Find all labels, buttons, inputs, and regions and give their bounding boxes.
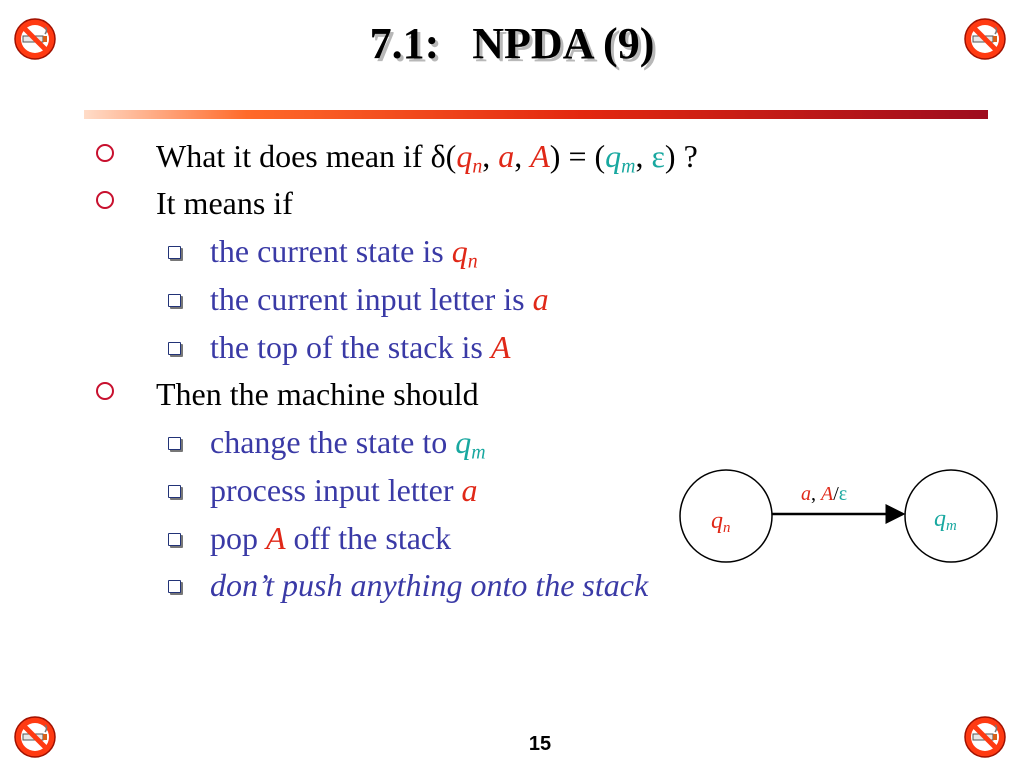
question-text [156, 136, 698, 176]
then-item-3-text [210, 518, 451, 558]
delta-symbol: δ( [430, 138, 457, 174]
then-item-1-label: change the state to [210, 424, 456, 460]
then-item-4-text: don’t push anything onto the stack [210, 567, 649, 603]
q-sub-n: n [472, 155, 483, 178]
label-A: A [821, 483, 834, 505]
square-bullet-icon [168, 485, 181, 498]
var-qm [455, 424, 486, 464]
means-item-3-label: the top of the stack is [210, 329, 491, 365]
then-item-2-label: process input letter [210, 472, 462, 508]
then-item-1-text [210, 422, 486, 462]
state-qm [934, 506, 957, 535]
question-prefix: What it does mean if [156, 138, 431, 174]
label-slash: / [833, 483, 839, 505]
label-comma: , [811, 483, 821, 505]
then-item-3-post: off the stack [285, 520, 452, 556]
q-sub-m: m [471, 441, 486, 464]
var-a: a [532, 281, 549, 317]
q-letter: q [456, 138, 473, 174]
state-sub-m: m [946, 518, 957, 535]
transition-label [801, 483, 847, 506]
circle-bullet-icon [96, 144, 114, 162]
state-qn [711, 508, 731, 537]
var-q [456, 138, 483, 178]
page-number: 15 [528, 733, 552, 755]
then-item-3-pre: pop [210, 520, 266, 556]
square-bullet-icon [168, 580, 181, 593]
means-heading: It means if [156, 185, 293, 221]
comma: , [482, 138, 499, 174]
means-item-2-text [210, 279, 549, 319]
epsilon-symbol: ε [651, 138, 665, 174]
comma: , [635, 138, 652, 174]
means-item-2-label: the current input letter is [210, 281, 533, 317]
label-a: a [801, 483, 811, 505]
square-bullet-icon [168, 246, 181, 259]
q-sub-n: n [467, 250, 478, 273]
state-q-letter: q [934, 506, 946, 532]
state-q-letter: q [711, 508, 723, 534]
equals-part: ) = ( [549, 138, 606, 174]
circle-bullet-icon [96, 191, 114, 209]
square-bullet-icon [168, 342, 181, 355]
comma: , [514, 138, 531, 174]
means-item-3-text [210, 327, 510, 367]
var-A: A [530, 138, 550, 174]
state-sub-n: n [723, 520, 731, 537]
square-bullet-icon [168, 294, 181, 307]
question-suffix: ) ? [664, 138, 698, 174]
square-bullet-icon [168, 533, 181, 546]
var-qm [605, 138, 636, 178]
state-qm-label [934, 506, 957, 533]
means-item-1-label: the current state is [210, 233, 452, 269]
q-letter: q [605, 138, 622, 174]
var-a: a [461, 472, 478, 508]
q-sub-m: m [621, 155, 636, 178]
square-bullet-icon [168, 437, 181, 450]
q-letter: q [455, 424, 472, 460]
slide-title: 7.1: NPDA (9) [369, 19, 655, 68]
var-A: A [490, 329, 511, 365]
circle-bullet-icon [96, 382, 114, 400]
title-divider [84, 110, 988, 119]
then-heading: Then the machine should [156, 376, 479, 412]
var-A: A [266, 520, 286, 556]
label-epsilon: ε [838, 483, 848, 505]
var-a: a [498, 138, 515, 174]
state-qn-label [711, 508, 730, 535]
transition-diagram [675, 466, 1005, 566]
means-item-1-text [210, 231, 478, 271]
var-q [451, 233, 478, 273]
q-letter: q [451, 233, 468, 269]
then-item-2-text [210, 470, 477, 510]
